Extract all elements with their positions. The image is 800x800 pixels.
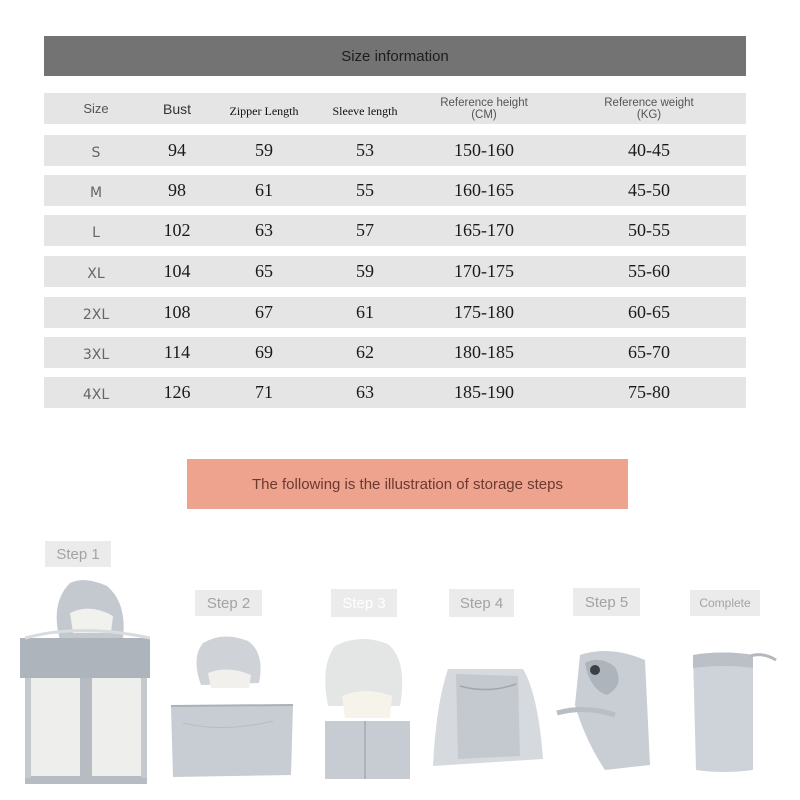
cell-sleeve-length: 61	[356, 302, 374, 322]
pouch-open-icon	[428, 664, 548, 779]
cell-reference-height: 160-165	[454, 180, 514, 200]
storage-steps-banner-text: The following is the illustration of storage steps	[252, 475, 563, 493]
step-1-label: Step 1	[45, 541, 111, 567]
cell-zipper-length: 65	[255, 261, 273, 281]
jacket-folded-icon	[163, 633, 303, 783]
cell-size: L	[92, 225, 100, 241]
cell-reference-height: 150-160	[454, 140, 514, 160]
cell-bust: 102	[163, 220, 191, 240]
table-row	[44, 256, 746, 287]
cell-size: S	[91, 145, 101, 161]
cell-reference-height: 180-185	[454, 342, 514, 362]
cell-reference-height: 175-180	[454, 302, 514, 322]
table-row	[44, 337, 746, 368]
cell-reference-weight: 60-65	[628, 302, 670, 322]
pouch-closed-icon	[688, 650, 783, 775]
table-row	[44, 215, 746, 246]
cell-size: XL	[87, 266, 105, 282]
cell-reference-height: 165-170	[454, 220, 514, 240]
cell-zipper-length: 63	[255, 220, 273, 240]
size-info-title: Size information	[341, 47, 449, 65]
header-sleeve-length: Sleeve length	[332, 104, 398, 118]
jacket-unzipped-icon	[15, 578, 155, 788]
step-2-label: Step 2	[195, 590, 262, 616]
step-5-label: Step 5	[573, 588, 640, 616]
header-zipper-length: Zipper Length	[229, 104, 299, 118]
cell-sleeve-length: 62	[356, 342, 374, 362]
cell-bust: 108	[163, 302, 191, 322]
step-4-label: Step 4	[449, 589, 514, 617]
table-row	[44, 377, 746, 408]
cell-size: 3XL	[82, 347, 110, 363]
cell-bust: 98	[168, 180, 186, 200]
table-header-row	[44, 93, 746, 124]
cell-bust: 104	[163, 261, 191, 281]
cell-sleeve-length: 55	[356, 180, 374, 200]
cell-sleeve-length: 53	[356, 140, 374, 160]
cell-zipper-length: 67	[255, 302, 273, 322]
cell-sleeve-length: 63	[356, 382, 374, 402]
cell-zipper-length: 69	[255, 342, 273, 362]
cell-size: 2XL	[82, 307, 110, 323]
cell-sleeve-length: 57	[356, 220, 374, 240]
cell-zipper-length: 71	[255, 382, 273, 402]
cell-reference-weight: 40-45	[628, 140, 670, 160]
header-size: Size	[83, 101, 109, 116]
cell-zipper-length: 59	[255, 140, 273, 160]
cell-bust: 126	[163, 382, 191, 402]
step-3-label: Step 3	[331, 589, 397, 617]
cell-size: 4XL	[82, 387, 110, 403]
size-info-title-bar	[44, 36, 746, 76]
table-row	[44, 135, 746, 166]
storage-steps-banner	[187, 459, 628, 509]
header-reference-height: Reference height (CM)	[440, 96, 528, 121]
cell-reference-height: 170-175	[454, 261, 514, 281]
cell-bust: 94	[168, 140, 186, 160]
cell-size: M	[89, 185, 103, 201]
cell-bust: 114	[163, 342, 191, 362]
cell-zipper-length: 61	[255, 180, 273, 200]
cell-reference-weight: 45-50	[628, 180, 670, 200]
cell-reference-weight: 55-60	[628, 261, 670, 281]
complete-label: Complete	[690, 590, 760, 616]
table-row	[44, 175, 746, 206]
cell-reference-weight: 75-80	[628, 382, 670, 402]
pouch-stuffing-icon	[555, 645, 655, 775]
header-reference-weight: Reference weight (KG)	[604, 96, 694, 121]
cell-sleeve-length: 59	[356, 261, 374, 281]
cell-reference-weight: 65-70	[628, 342, 670, 362]
cell-reference-height: 185-190	[454, 382, 514, 402]
cell-reference-weight: 50-55	[628, 220, 670, 240]
header-bust: Bust	[162, 100, 191, 117]
jacket-rolled-hood-icon	[320, 636, 415, 781]
table-row	[44, 297, 746, 328]
